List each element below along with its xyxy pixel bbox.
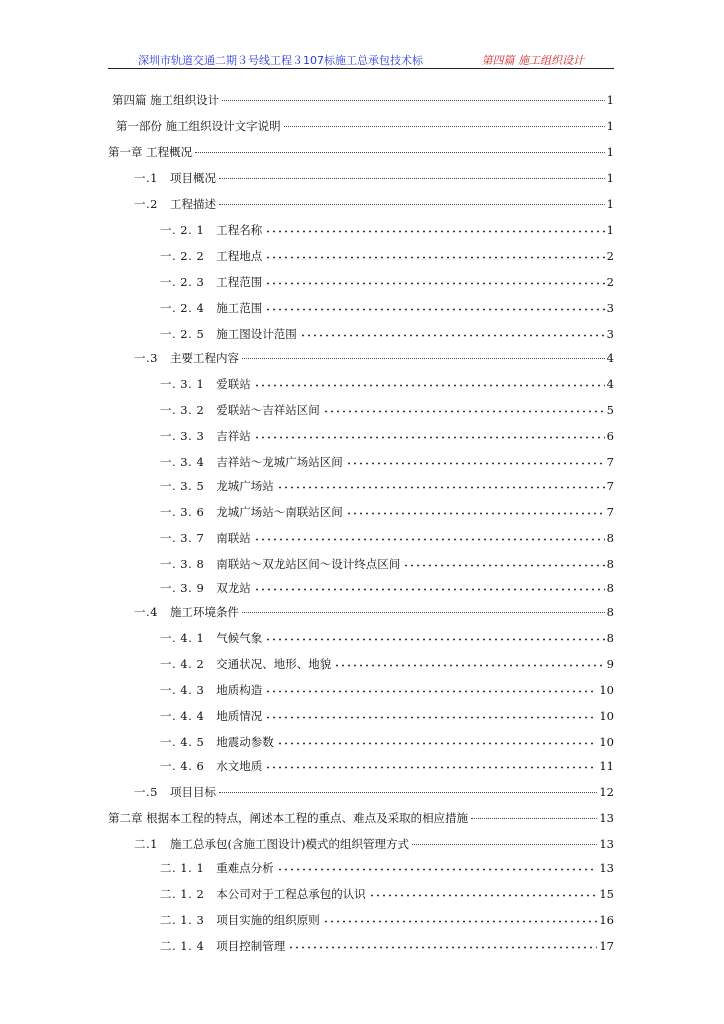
toc-entry-title: 第二章 根据本工程的特点，阐述本工程的重点、难点及采取的相应措施 xyxy=(108,811,469,825)
toc-entry-number: 二. 1. 3 xyxy=(160,913,205,927)
toc-entry-page: 8 xyxy=(606,581,614,595)
toc-entry-label xyxy=(160,682,264,698)
toc-entry-label xyxy=(108,144,194,160)
toc-entry[interactable] xyxy=(116,118,614,134)
toc-entry-number: 一. 2. 3 xyxy=(160,275,205,289)
toc-entry-label xyxy=(160,860,276,876)
toc-entry[interactable] xyxy=(160,556,614,572)
toc-entry[interactable] xyxy=(160,376,614,392)
toc-leader-dots xyxy=(242,357,605,359)
toc-entry-title: 项目概况 xyxy=(169,171,216,185)
toc-leader-dots xyxy=(265,766,597,769)
toc-entry-page: 2 xyxy=(606,249,614,263)
toc-entry-title: 南联站～双龙站区间～设计终点区间 xyxy=(216,557,401,571)
toc-entry-number: 一.1 xyxy=(134,171,158,185)
toc-entry[interactable] xyxy=(160,938,614,954)
toc-entry-label xyxy=(160,326,299,342)
toc-entry[interactable] xyxy=(160,478,614,494)
toc-entry-label xyxy=(160,504,345,520)
toc-entry-number: 一. 4. 2 xyxy=(160,657,205,671)
toc-entry-page: 8 xyxy=(606,605,614,619)
toc-entry-label xyxy=(160,580,253,596)
toc-entry-title: 交通状况、地形、地貌 xyxy=(216,657,332,671)
toc-entry-title: 施工图设计范围 xyxy=(216,327,297,341)
toc-leader-dots xyxy=(254,588,605,591)
toc-entry-title: 项目实施的组织原则 xyxy=(216,913,320,927)
toc-entry-title: 吉祥站 xyxy=(216,429,251,443)
toc-leader-dots xyxy=(277,742,598,745)
toc-leader-dots xyxy=(254,436,605,439)
toc-entry-title: 工程名称 xyxy=(216,223,263,237)
toc-entry[interactable] xyxy=(134,604,614,620)
toc-entry-label xyxy=(160,938,287,954)
toc-entry[interactable] xyxy=(134,784,614,800)
toc-entry-number: 二. 1. 4 xyxy=(160,939,205,953)
toc-entry[interactable] xyxy=(160,300,614,316)
toc-entry-label xyxy=(160,454,345,470)
toc-entry-title: 工程地点 xyxy=(216,249,263,263)
toc-entry[interactable] xyxy=(134,350,614,366)
toc-entry-title: 工程描述 xyxy=(169,197,216,211)
toc-entry[interactable] xyxy=(160,222,614,238)
toc-entry-page: 3 xyxy=(606,327,614,341)
toc-entry-title: 地质构造 xyxy=(216,683,263,697)
toc-entry-page: 2 xyxy=(606,275,614,289)
toc-entry-title: 水文地质 xyxy=(216,759,263,773)
toc-entry-label xyxy=(160,248,264,264)
toc-leader-dots xyxy=(369,894,598,897)
toc-entry-title: 地质情况 xyxy=(216,709,263,723)
toc-entry-page: 13 xyxy=(599,811,614,825)
header-document-title: 深圳市轨道交通二期３号线工程３107标施工总承包技术标 xyxy=(138,54,423,67)
toc-entry[interactable] xyxy=(134,196,614,212)
toc-entry-number: 一. 2. 1 xyxy=(160,223,205,237)
toc-entry-number: 一. 4. 3 xyxy=(160,683,205,697)
toc-entry-label xyxy=(160,886,368,902)
toc-leader-dots xyxy=(288,946,597,949)
toc-entry[interactable] xyxy=(160,708,614,724)
toc-entry[interactable] xyxy=(160,248,614,264)
toc-entry[interactable] xyxy=(160,454,614,470)
toc-entry[interactable] xyxy=(108,810,614,826)
toc-entry-page: 4 xyxy=(606,377,614,391)
toc-entry-page: 10 xyxy=(599,709,614,723)
toc-entry-label xyxy=(112,92,221,108)
toc-entry-title: 重难点分析 xyxy=(216,861,274,875)
toc-entry-page: 7 xyxy=(606,455,614,469)
toc-entry-label xyxy=(160,556,402,572)
toc-leader-dots xyxy=(219,203,605,205)
toc-leader-dots xyxy=(195,151,605,153)
toc-entry-number: 一. 3. 9 xyxy=(160,581,205,595)
header-section-title: 第四篇 施工组织设计 xyxy=(481,54,584,67)
toc-entry-number: 一. 2. 2 xyxy=(160,249,205,263)
toc-entry[interactable] xyxy=(160,504,614,520)
toc-entry-page: 9 xyxy=(606,657,614,671)
toc-leader-dots xyxy=(242,611,605,613)
toc-leader-dots xyxy=(265,690,597,693)
toc-entry-number: 一. 3. 6 xyxy=(160,505,205,519)
toc-entry-page: 1 xyxy=(606,223,614,237)
toc-entry-number: 一. 3. 3 xyxy=(160,429,205,443)
toc-entry-number: 一. 3. 7 xyxy=(160,531,205,545)
toc-entry-label xyxy=(116,118,283,134)
toc-leader-dots xyxy=(412,843,597,845)
toc-entry-page: 6 xyxy=(606,429,614,443)
toc-entry[interactable] xyxy=(112,92,614,108)
toc-leader-dots xyxy=(265,256,604,259)
toc-entry-number: 一.4 xyxy=(134,605,158,619)
toc-entry-page: 5 xyxy=(606,403,614,417)
toc-entry-title: 主要工程内容 xyxy=(169,351,239,365)
toc-leader-dots xyxy=(323,410,605,413)
toc-entry-label xyxy=(160,376,253,392)
toc-leader-dots xyxy=(265,716,597,719)
toc-entry-label xyxy=(134,196,218,212)
toc-entry-title: 地震动参数 xyxy=(216,735,274,749)
toc-entry-number: 一. 3. 4 xyxy=(160,455,205,469)
toc-entry-page: 12 xyxy=(599,785,614,799)
toc-entry-title: 吉祥站～龙城广场站区间 xyxy=(216,455,343,469)
toc-entry-title: 本公司对于工程总承包的认识 xyxy=(216,887,366,901)
toc-entry[interactable] xyxy=(160,274,614,290)
toc-entry-number: 一.5 xyxy=(134,785,158,799)
toc-entry-page: 3 xyxy=(606,301,614,315)
toc-leader-dots xyxy=(219,791,597,793)
toc-entry-page: 13 xyxy=(599,837,614,851)
toc-entry-page: 4 xyxy=(606,351,614,365)
toc-entry-title: 第四篇 施工组织设计 xyxy=(112,93,220,107)
toc-entry[interactable] xyxy=(160,682,614,698)
toc-entry-page: 1 xyxy=(606,145,614,159)
toc-leader-dots xyxy=(471,817,597,819)
toc-entry-title: 龙城广场站 xyxy=(216,479,274,493)
toc-entry-number: 一. 3. 2 xyxy=(160,403,205,417)
toc-entry-title: 项目目标 xyxy=(169,785,216,799)
toc-entry-label xyxy=(160,478,276,494)
toc-leader-dots xyxy=(222,99,605,101)
toc-leader-dots xyxy=(403,564,604,567)
toc-entry-label xyxy=(160,428,253,444)
toc-entry-label xyxy=(134,350,241,366)
toc-entry[interactable] xyxy=(108,144,614,160)
toc-entry-number: 一. 3. 8 xyxy=(160,557,205,571)
toc-entry-title: 施工总承包(含施工图设计)模式的组织管理方式 xyxy=(169,837,409,851)
toc-entry-label xyxy=(160,708,264,724)
toc-entry-page: 15 xyxy=(599,887,614,901)
toc-leader-dots xyxy=(265,282,604,285)
toc-leader-dots xyxy=(219,177,605,179)
toc-entry-label xyxy=(134,604,241,620)
toc-entry[interactable] xyxy=(160,580,614,596)
toc-entry[interactable] xyxy=(134,836,614,852)
toc-entry-title: 气候气象 xyxy=(216,631,263,645)
toc-entry-number: 一. 2. 5 xyxy=(160,327,205,341)
toc-entry-label xyxy=(160,758,264,774)
toc-leader-dots xyxy=(300,334,605,337)
toc-entry[interactable] xyxy=(160,734,614,750)
toc-entry-page: 10 xyxy=(599,735,614,749)
toc-leader-dots xyxy=(277,486,605,489)
toc-entry-page: 16 xyxy=(599,913,614,927)
toc-entry-label xyxy=(160,630,264,646)
toc-entry[interactable] xyxy=(160,326,614,342)
toc-leader-dots xyxy=(254,538,605,541)
toc-entry-number: 一. 4. 4 xyxy=(160,709,205,723)
toc-entry[interactable] xyxy=(160,860,614,876)
toc-entry-page: 1 xyxy=(606,171,614,185)
toc-entry-label xyxy=(134,784,218,800)
toc-leader-dots xyxy=(323,920,598,923)
toc-entry-title: 双龙站 xyxy=(216,581,251,595)
toc-entry[interactable] xyxy=(160,530,614,546)
toc-entry[interactable] xyxy=(134,170,614,186)
toc-entry-title: 南联站 xyxy=(216,531,251,545)
toc-entry-page: 11 xyxy=(599,759,614,773)
toc-entry-page: 7 xyxy=(606,505,614,519)
toc-leader-dots xyxy=(265,308,604,311)
toc-entry-number: 一. 2. 4 xyxy=(160,301,205,315)
toc-entry-page: 17 xyxy=(599,939,614,953)
toc-entry-label xyxy=(160,734,276,750)
toc-entry-title: 施工环境条件 xyxy=(169,605,239,619)
toc-entry-label xyxy=(160,402,322,418)
toc-entry-title: 第一章 工程概况 xyxy=(108,145,193,159)
toc-entry-title: 工程范围 xyxy=(216,275,263,289)
toc-entry-label xyxy=(134,170,218,186)
toc-entry-number: 二. 1. 2 xyxy=(160,887,205,901)
toc-entry-label xyxy=(160,656,333,672)
toc-entry-page: 8 xyxy=(606,631,614,645)
toc-entry-number: 一. 4. 1 xyxy=(160,631,205,645)
toc-leader-dots xyxy=(265,230,604,233)
toc-entry-page: 10 xyxy=(599,683,614,697)
toc-entry-page: 1 xyxy=(606,93,614,107)
toc-entry-number: 二.1 xyxy=(134,837,158,851)
toc-entry[interactable] xyxy=(160,402,614,418)
toc-entry-number: 一. 3. 1 xyxy=(160,377,205,391)
toc-entry[interactable] xyxy=(160,758,614,774)
toc-entry-number: 一. 3. 5 xyxy=(160,479,205,493)
toc-entry-page: 8 xyxy=(606,531,614,545)
toc-entry-label xyxy=(160,530,253,546)
toc-entry-page: 1 xyxy=(606,197,614,211)
toc-entry-page: 7 xyxy=(606,479,614,493)
toc-entry-label xyxy=(160,912,322,928)
toc-entry-label xyxy=(134,836,411,852)
toc-leader-dots xyxy=(346,512,605,515)
toc-entry[interactable] xyxy=(160,656,614,672)
toc-leader-dots xyxy=(254,384,605,387)
toc-entry-title: 第一部份 施工组织设计文字说明 xyxy=(116,119,281,133)
toc-leader-dots xyxy=(265,638,604,641)
toc-entry-page: 8 xyxy=(606,557,614,571)
toc-entry-title: 项目控制管理 xyxy=(216,939,286,953)
toc-entry[interactable] xyxy=(160,912,614,928)
toc-entry-label xyxy=(160,300,264,316)
toc-leader-dots xyxy=(346,462,605,465)
toc-entry-label xyxy=(160,274,264,290)
toc-entry-title: 爱联站～吉祥站区间 xyxy=(216,403,320,417)
toc-entry-page: 1 xyxy=(606,119,614,133)
toc-leader-dots xyxy=(334,664,604,667)
toc-entry-title: 爱联站 xyxy=(216,377,251,391)
toc-entry[interactable] xyxy=(160,428,614,444)
toc-leader-dots xyxy=(277,868,598,871)
toc-entry-page: 13 xyxy=(599,861,614,875)
toc-entry-title: 施工范围 xyxy=(216,301,263,315)
toc-entry[interactable] xyxy=(160,886,614,902)
toc-entry-number: 一. 4. 5 xyxy=(160,735,205,749)
toc-entry-number: 一.3 xyxy=(134,351,158,365)
toc-entry-number: 二. 1. 1 xyxy=(160,861,205,875)
toc-entry-label xyxy=(160,222,264,238)
toc-entry-number: 一.2 xyxy=(134,197,158,211)
toc-entry-label xyxy=(108,810,470,826)
toc-leader-dots xyxy=(284,125,605,127)
toc-entry-title: 龙城广场站～南联站区间 xyxy=(216,505,343,519)
toc-entry[interactable] xyxy=(160,630,614,646)
toc-entry-number: 一. 4. 6 xyxy=(160,759,205,773)
